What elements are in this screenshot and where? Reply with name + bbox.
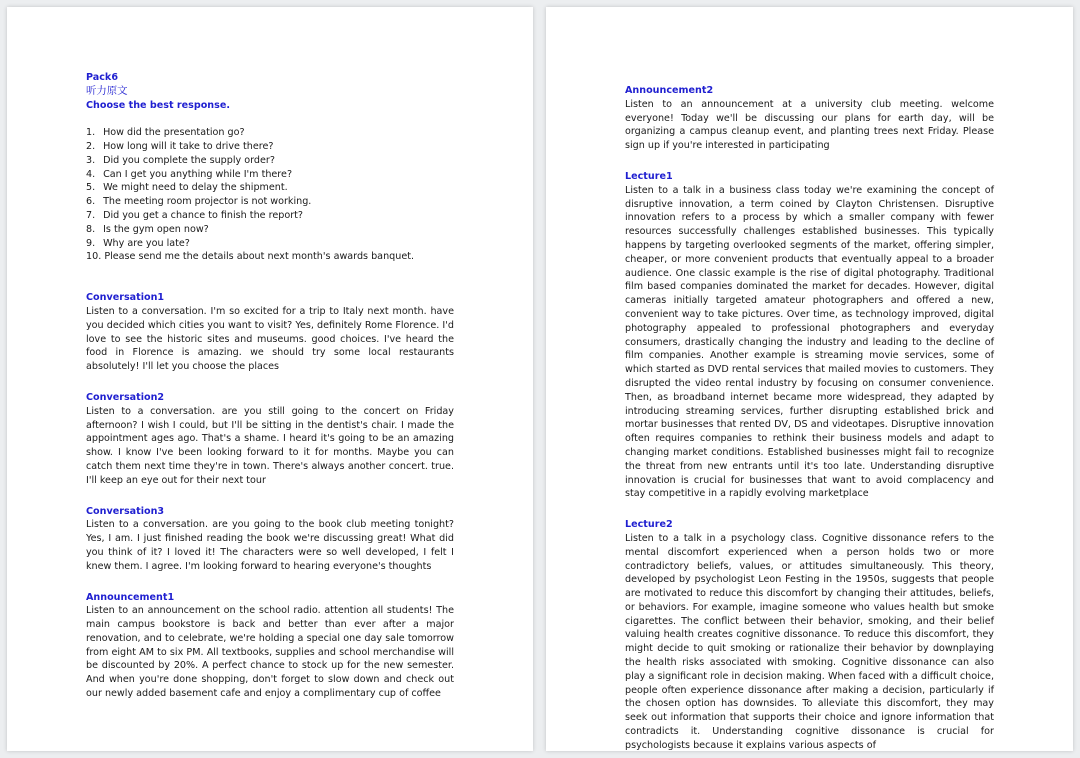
conversation1-text: Listen to a conversation. I'm so excited for a trip to Italy next month. have you decided which cities you want to visit? Yes, definitely Rome Florence. I'd love to see the historic sites and museums. good choices. I've heard the food in Florence is amazing. we should try some local restaurants absolutely! I'll let you choose the places: [86, 305, 454, 373]
document-page-right: [546, 7, 1073, 751]
question-item: 4. Can I get you anything while I'm there?: [86, 168, 293, 180]
conversation3-text: Listen to a conversation. are you going to the book club meeting tonight? Yes, I am. I just finished reading the book we're discussing great! What did you think of it? I loved it! The characters were so well developed, I felt I knew them. I agree. I'm looking forward to hearing everyone's thoughts: [86, 519, 454, 572]
document-page-left: [7, 7, 533, 751]
question-item: 3. Did you complete the supply order?: [86, 154, 275, 166]
instruction-heading: Choose the best response.: [86, 99, 230, 111]
question-item: 7. Did you get a chance to finish the report?: [86, 209, 303, 221]
question-item: 1. How did the presentation go?: [86, 127, 245, 139]
conversation2-heading: Conversation2: [86, 391, 165, 403]
lecture1-text: Listen to a talk in a business class today we're examining the concept of disruptive innovation, a term coined by Clayton Christensen. Disruptive innovation refers to a process by which a smaller company with fewer resources successfully challenges established businesses. This typically happens by targeting overlooked segments of the market, offering simpler, cheaper, or more convenient products that eventually appeal to a broader audience. One classic example is the rise of digital photography. Traditional film based companies dominated the market for decades. However, digital cameras initially targeted amateur photographers and offered a new, convenient way to take pictures. Over time, as technology improved, digital photography appealed to professional photographers and everyday consumers, drastically changing the industry and leading to the decline of film companies. Another example is streaming movie services, some of which started as DVD rental services that mailed movies to customers. They disrupted the video rental industry by focusing on consumer convenience. Then, as broadband internet became more widespread, they adapted by introducing streaming services, further disrupting established brick and mortar businesses that rented DV, DS and videotapes. Disruptive innovation often requires companies to rethink their business models and adapt to changing market conditions. Established businesses might fail to recognize the threat from new entrants until it's too late. Understanding disruptive innovation is crucial for businesses that want to avoid complacency and stay competitive in a rapidly evolving marketplace: [625, 184, 994, 500]
conversation2-text: Listen to a conversation. are you still going to the concert on Friday afternoon? I wish I could, but I'll be sitting in the dentist's chair. I made the appointment ages ago. That's a shame. I heard it's going to be an amazing show. I know I've been looking forward to it for months. Maybe you can catch them next time they're in town. There's always another concert. true. I'll keep an eye out for their next tour: [86, 405, 454, 486]
announcement1-text: Listen to an announcement on the school radio. attention all students! The main campus bookstore is back and better than ever after a major renovation, and to celebrate, we're holding a special one day sale tomorrow from eight AM to six PM. All textbooks, supplies and school merchandise will be discounted by 20%. A perfect chance to stock up for the new semester. And when you're done shopping, don't forget to slow down and check out our newly added basement cafe and enjoy a complimentary cup of coffee: [86, 605, 454, 700]
question-item: 5. We might need to delay the shipment.: [86, 182, 288, 194]
conversation1-heading: Conversation1: [86, 292, 165, 304]
lecture2-heading: Lecture2: [625, 519, 673, 531]
question-item: 2. How long will it take to drive there?: [86, 140, 274, 152]
question-item: 6. The meeting room projector is not working.: [86, 196, 312, 208]
question-item: 10. Please send me the details about next month's awards banquet.: [86, 251, 415, 263]
announcement1-heading: Announcement1: [86, 591, 175, 603]
transcript-subtitle: 听力原文: [86, 84, 128, 97]
question-item: 8. Is the gym open now?: [86, 223, 209, 235]
pack-title: Pack6: [86, 72, 118, 83]
lecture2-text: Listen to a talk in a psychology class. Cognitive dissonance refers to the mental discomfort experienced when a person holds two or more contradictory beliefs, values, or attitudes simultaneously. This theory, developed by psychologist Leon Festing in the 1950s, suggests that people are motivated to reduce this discomfort by changing their attitudes, beliefs, or behaviors. For example, imagine someone who values health but smoke cigarettes. The conflict between their behavior, smoking, and their belief valuing health creates cognitive dissonance. To reduce this discomfort, they might decide to quit smoking or rationalize their behavior by downplaying the health risks associated with smoking. Cognitive dissonance can also play a significant role in decision making. When faced with a difficult choice, people often experience dissonance after making a decision, particularly if the chosen option has downsides. To alleviate this discomfort, they may seek out information that supports their choice and ignore information that contradicts it. Understanding cognitive dissonance is crucial for psychologists because it explains various aspects of: [625, 532, 994, 751]
lecture1-heading: Lecture1: [625, 170, 673, 182]
question-list: [86, 126, 454, 264]
conversation3-heading: Conversation3: [86, 505, 165, 517]
announcement2-text: Listen to an announcement at a university club meeting. welcome everyone! Today we'll be discussing our plans for earth day, will be organizing a campus cleanup event, and planting trees next Friday. Please sign up if you're interested in participating: [625, 98, 994, 152]
question-item: 9. Why are you late?: [86, 237, 190, 249]
announcement2-heading: Announcement2: [625, 85, 714, 96]
